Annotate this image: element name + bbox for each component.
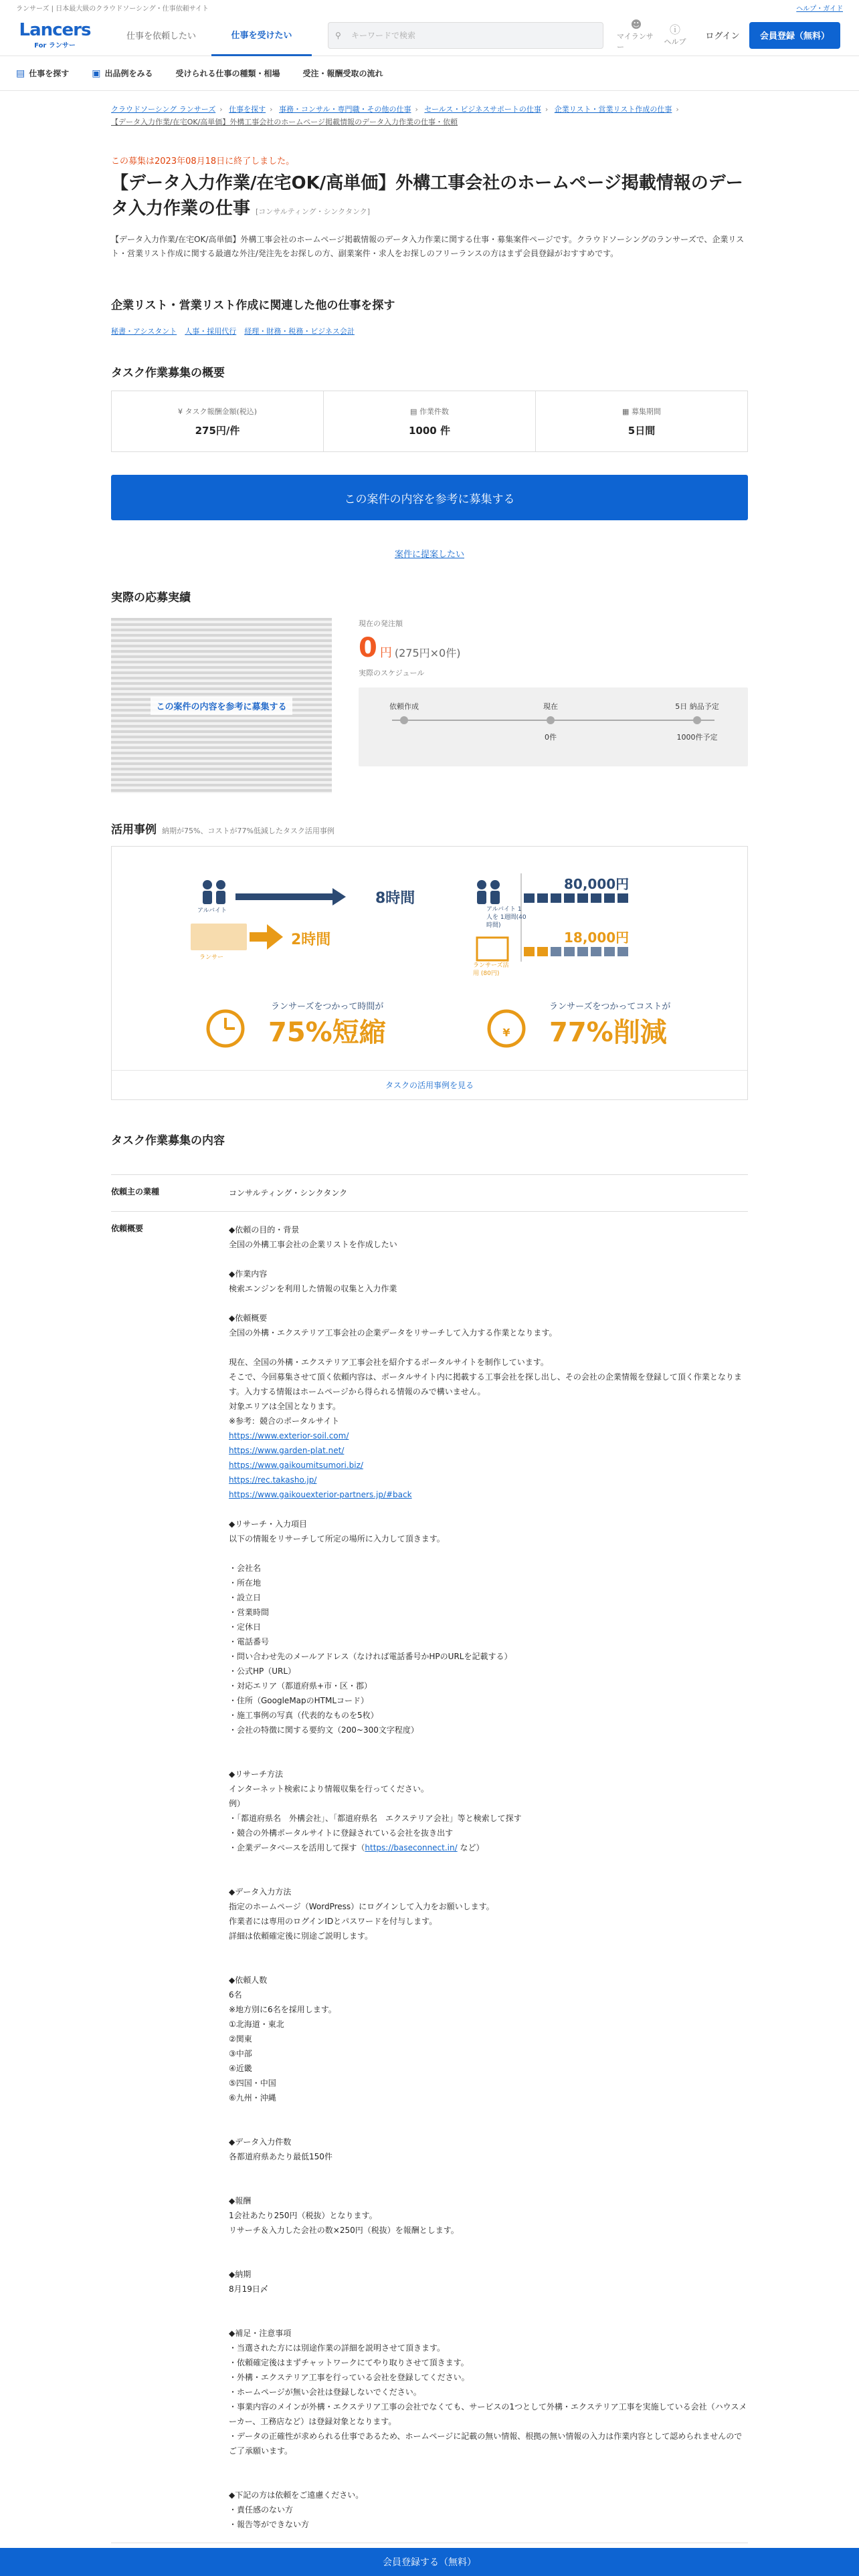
lancer-cost-label: ランサーズ活用 (80円) [473,962,509,977]
schedule-timeline: 依頼作成 現在 5日 納品予定 0件 1000件予定 [359,687,748,766]
table-row [111,1175,748,1212]
summary-label: タスク報酬金額(税込) [185,407,258,416]
baito-cost-label: アルバイト 1人を 1週間(40時間) [486,906,527,929]
shop-icon: ▣ [92,68,101,79]
client-industry-label: 依頼主の業種 [111,1187,160,1196]
overview-line: 8月19日〆 [229,2284,268,2294]
breadcrumb: クラウドソーシング ランサーズ › 仕事を探す › 事務・コンサル・専門職・その他の仕事 › セールス・ビジネスサポートの仕事 › 企業リスト・営業リスト作成の仕事 › 【データ入力作業/在宅OK/高単価】外構工事会社のホームページ掲載情報のデータ入力作業の仕事・依頼 [111,105,679,126]
search-icon: ⚲ [335,30,341,40]
overview-line: ・定休日 [229,1622,262,1632]
tab-work[interactable]: 仕事を受けたい [211,15,312,56]
time-after: 2時間 [291,932,331,948]
help-button[interactable]: ⓘ ヘルプ [664,23,686,46]
overview-line: ◆報酬 [229,2196,252,2206]
summary-value: 5日間 [628,424,656,437]
tab-hire[interactable]: 仕事を依頼したい [126,31,196,41]
overview-line [229,1870,748,1885]
table-row [111,1212,748,2543]
top-strip [0,0,859,15]
overview-line: 1会社あたり250円（税抜）となります。 [229,2211,377,2220]
overview-line: ・住所（GoogleMapのHTMLコード） [229,1696,369,1705]
reference-link[interactable]: https://www.gaikoumitsumori.biz/ [229,1461,363,1470]
lancer-label: ランサー [199,954,224,961]
time-sub: ランサーズをつかって時間が [271,1002,384,1012]
breadcrumb-item[interactable]: 事務・コンサル・専門職・その他の仕事 [279,105,411,114]
overview-line [229,1737,748,1752]
overview-line: ◆依頼人数 [229,1975,268,1985]
overview-line: ・所在地 [229,1578,262,1588]
breadcrumb-item[interactable]: セールス・ビジネスサポートの仕事 [424,105,541,114]
register-button[interactable]: 会員登録（無料） [749,22,840,49]
summary-label: 作業件数 [419,407,449,416]
yen-icon: ¥ [502,1026,510,1039]
summary-heading: タスク作業募集の概要 [111,366,225,380]
reference-link[interactable]: https://rec.takasho.jp/ [229,1475,317,1485]
overview-line: ※地方別に6名を採用します。 [229,2005,337,2014]
mylancer-button[interactable]: ☻ マイランサー [617,17,654,51]
overview-line [229,2458,748,2473]
overview-line [229,1943,748,1958]
sticky-register-button[interactable]: 会員登録する（無料） [0,2548,859,2576]
global-header [0,15,859,56]
overview-line: ◆リサーチ方法 [229,1769,283,1779]
overview-line: 6名 [229,1990,242,2000]
overview-line: ・事業内容のメインが外構・エクステリア工事の会社でなくても、サービスの1つとして外構・エクステリア工事を実施している会社（ハウスメーカー、工務店など）は登録対象となります。 [229,2402,747,2426]
overview-line [229,2105,748,2120]
overview-line: ⑤四国・中国 [229,2078,276,2088]
overview-line [229,2473,748,2488]
intro-text: 【データ入力作業/在宅OK/高単価】外構工事会社のホームページ掲載情報のデータ入力作業に関する仕事・募集案件ページです。クラウドソーシングのランサーズで、企業リスト・営業リスト作成に関する最適な外注/発注先をお探しの方、副業案件・求人をお探しのフリーランスの方はまず会員登録がおすすめです。 [111,235,745,258]
overview-line: ①北海道・東北 [229,2020,284,2029]
subnav-item-job-types[interactable]: 受けられる仕事の種類・相場 [175,69,280,78]
cost-before: 80,000円 [564,876,630,892]
schedule-label: 実際のスケジュール [359,669,425,677]
search-input[interactable]: ⚲ キーワードで検索 [328,22,603,49]
login-button[interactable]: ログイン [705,31,740,41]
summary-value: 1000 件 [409,424,450,437]
time-before: 8時間 [375,890,415,907]
overview-line: 詳細は依頼確定後に別途ご説明します。 [229,1931,373,1941]
overview-line: ◆リサーチ・入力項目 [229,1519,307,1529]
overview-line: ◆データ入力方法 [229,1887,292,1897]
overview-line: ・当選された方には別途作業の詳細を説明させて頂きます。 [229,2343,446,2353]
reference-link[interactable]: https://www.gaikouexterior-partners.jp/#back [229,1490,412,1499]
overview-line: ・データの正確性が求められる仕事であるため、ホームページに記載の無い情報、根拠の無い情報の入力は作業内容として認められませんのでご了承願います。 [229,2432,743,2456]
overview-line: リサーチ＆入力した会社の数×250円（税抜）を報酬とします。 [229,2226,459,2235]
related-link[interactable]: 人事・採用代行 [185,327,237,336]
cases-heading: 活用事例 納期が75%、コストが77%低減したタスク活用事例 [111,823,335,837]
breadcrumb-item[interactable]: 仕事を探す [229,105,266,114]
user-icon: ☻ [630,17,642,31]
overview-line: ◆データ入力件数 [229,2137,292,2147]
calendar-icon: ▦ [622,407,632,416]
baseconnect-link[interactable]: https://baseconnect.in/ [365,1843,458,1852]
reference-link[interactable]: https://www.exterior-soil.com/ [229,1431,349,1440]
overview-label: 依頼概要 [111,1224,144,1233]
apply-similar-button[interactable]: この案件の内容を参考に募集する [111,475,748,520]
overview-line [229,1958,748,1973]
related-links [111,326,748,336]
overview-line [229,2120,748,2135]
breadcrumb-item[interactable]: クラウドソーシング ランサーズ [111,105,216,114]
site-tagline: ランサーズ | 日本最大級のクラウドソーシング・仕事依頼サイト [16,5,209,13]
subnav-item-examples[interactable]: ▣ 出品例をみる [92,68,153,79]
question-icon: ⓘ [669,23,680,36]
overview-line: ・対応エリア（都道府県+市・区・郡） [229,1681,373,1691]
overview-line [229,2164,748,2179]
cost-after: 18,000円 [564,930,630,946]
breadcrumb-item[interactable]: 企業リスト・営業リスト作成の仕事 [554,105,672,114]
overview-line [229,2252,748,2267]
summary-box [111,391,748,452]
overview-line: 例） [229,1799,246,1808]
case-study-box [111,846,748,1100]
overview-line: ・問い合わせ先のメールアドレス（なければ電話番号かHPのURLを記載する） [229,1652,512,1661]
document-search-icon: ▤ [16,68,25,79]
related-heading: 企業リスト・営業リスト作成に関連した他の仕事を探す [111,299,395,312]
results-section: この案件の内容を参考に募集する 現在の発注額 0 円 (275円×0件) 実際のスケジュール 依頼作成 現在 5日 納品予定 0件 1000件予定 [111,618,748,793]
overview-line: ・会社の特徴に関する要約文（200~300文字程度） [229,1725,419,1735]
overview-line: ・公式HP（URL） [229,1667,296,1676]
overview-line: インターネット検索により情報収集を行ってください。 [229,1784,429,1794]
sub-navigation [0,56,859,91]
overview-line: ・設立日 [229,1593,262,1602]
overview-line [229,2311,748,2326]
overview-line: ◆補足・注意事項 [229,2329,292,2338]
baito-label: アルバイト [197,907,227,914]
related-link[interactable]: 秘書・アシスタント [111,327,177,336]
overview-line [229,1502,748,1517]
breadcrumb-current: 【データ入力作業/在宅OK/高単価】外構工事会社のホームページ掲載情報のデータ入力作業の仕事・依頼 [111,118,458,126]
subnav-item-flow[interactable]: 受注・報酬受取の流れ [302,69,383,78]
overview-body: ◆依頼の目的・背景 全国の外構工事会社の企業リストを作成したい ◆作業内容 検索エンジンを利用した情報の収集と入力作業 ◆依頼概要 全国の外構・エクステリア工事会社の企業データをリサーチして入力する作業となります。 現在、全国の外構・エクステリア工事会社を紹介するポータルサイトを制作しています。 そこで、今回募集させて頂く依頼内容は、ポータルサイト内に掲載する工事会社を探し出し、その会社の企業情報を登録して頂く作業となります。入力する情報はホームページから得られる情報のみで構いません。 対象エリアは全国となります。 ※参考：競合のポータルサイト https://www.exterior-soil.com/ https://www.garden-plat.net/ https://www.gaikoumitsumori.biz/ https://rec.takasho.jp/ https://www.gaikouexterior-partners.jp/#back ◆リサーチ・入力項目 以下の情報をリサーチして所定の場所に入力して頂きます。 ・会社名 ・所在地 ・設立日 ・営業時間 ・定休日 ・電話番号 ・問い合わせ先のメールアドレス（なければ電話番号かHPのURLを記載する） ・公式HP（URL） ・対応エリア（都道府県+市・区・郡） ・住所（GoogleMapのHTMLコード） ・施工事例の写真（代表的なものを5枚） ・会社の特徴に関する要約文（200~300文字程度） ◆リサーチ方法 インターネット検索により情報収集を行ってください。 例） ・「都道府県名 外構会社」、「都道府県名 エクステリア会社」等と検索して探す ・競合の外構ポータルサイトに登録されている会社を抜き出す ・企業データベースを活用して探す（https://baseconnect.in/ など） ◆データ入力方法 指定のホームページ（WordPress）にログインして入力をお願いします。 作業者には専用のログインIDとパスワードを付与します。 詳細は依頼確定後に別途ご説明します。 ◆依頼人数 6名 ※地方別に6名を採用します。 ①北海道・東北 ②関東 ③中部 ④近畿 ⑤四国・中国 ⑥九州・沖縄 ◆データ入力件数 各都道府県あたり最低150件 ◆報酬 1会社あたり250円（税抜）となります。 リサーチ＆入力した会社の数×250円（税抜）を報酬とします。 ◆納期 8月19日〆 ◆補足・注意事項 ・当選された方には別途作業の詳細を説明させて頂きます。 ・依頼確定後はまずチャットワークにてやり取りさせて頂きます。 ・外構・エクステリア工事を行っている会社を登録してください。 ・ホームページが無い会社は登録しないでください。 ・事業内容のメインが外構・エクステリア工事の会社でなくても、サービスの1つとして外構・エクステリア工事を実施している会社（ハウスメーカー、工務店など）は登録対象となります。 ・データの正確性が求められる仕事であるため、ホームページに記載の無い情報、根拠の無い情報の入力は作業内容として認められませんのでご了承願います。 ◆下記の方は依頼をご遠慮ください。 ・責任感のない方 ・報告等ができない方 [229,1212,748,2543]
lancers-logo[interactable]: Lancers For ランサー [19,20,91,49]
closed-notice: この募集は2023年08月18日に終了しました。 [111,156,295,167]
overview-line [229,1546,748,1561]
overview-line: ⑥九州・沖縄 [229,2093,276,2103]
overview-line: 作業者には専用のログインIDとパスワードを付与します。 [229,1917,438,1926]
industry-tag: [コンサルティング・シンクタンク] [256,207,371,216]
page-title: 【データ入力作業/在宅OK/高単価】外構工事会社のホームページ掲載情報のデータ入力作業の仕事 [コンサルティング・シンクタンク] [111,173,743,219]
overview-line: ・競合の外構ポータルサイトに登録されている会社を抜き出す [229,1828,454,1838]
overview-line: ・施工事例の写真（代表的なものを5枚） [229,1711,379,1720]
yen-icon: ¥ [177,407,185,416]
cost-sub: ランサーズをつかってコストが [549,1002,671,1012]
overview-line: ・外構・エクステリア工事を行っている会社を登録してください。 [229,2373,470,2382]
overview-line: 各都道府県あたり最低150件 [229,2152,332,2161]
cost-reduction: 77%削減 [549,1017,667,1048]
overview-line [229,2238,748,2252]
summary-value: 275円/件 [195,424,240,437]
overview-line: ・依頼確定後はまずチャットワークにてやり取りさせて頂きます。 [229,2358,469,2367]
overview-line: ・責任感のない方 [229,2505,294,2514]
overview-line: 指定のホームページ（WordPress）にログインして入力をお願いします。 [229,1902,494,1911]
client-industry-value: コンサルティング・シンクタンク [229,1188,348,1198]
case-study-link[interactable]: タスクの活用事例を見る [385,1081,474,1090]
overview-line: ・報告等ができない方 [229,2520,310,2529]
overview-line: ・営業時間 [229,1608,270,1617]
overview-line: ・「都道府県名 外構会社」、「都道府県名 エクステリア会社」等と検索して探す [229,1814,522,1823]
overview-line: ②関東 [229,2034,252,2044]
order-amount: 0 [359,633,377,663]
overview-line [229,1752,748,1767]
order-detail: (275円×0件) [394,647,461,659]
time-reduction: 75%短縮 [268,1017,386,1048]
overview-line: ④近畿 [229,2064,252,2073]
summary-label: 募集期間 [631,407,661,416]
reference-link[interactable]: https://www.garden-plat.net/ [229,1446,345,1455]
overview-line: ・電話番号 [229,1637,270,1646]
subnav-item-find-work[interactable]: ▤ 仕事を探す [16,68,70,79]
document-icon: ▤ [410,407,419,416]
overview-line: 以下の情報をリサーチして所定の場所に入力して頂きます。 [229,1534,445,1543]
overview-line [229,2296,748,2311]
overview-line: ③中部 [229,2049,252,2058]
related-link[interactable]: 経理・財務・税務・ビジネス会計 [244,327,355,336]
order-label: 現在の発注額 [359,619,403,628]
overview-line: ◆納期 [229,2270,252,2279]
detail-heading: タスク作業募集の内容 [111,1134,225,1148]
help-guide-link[interactable]: ヘルプ・ガイド [796,5,843,13]
overview-line [229,1855,748,1870]
detail-table [111,1174,748,2543]
overview-line: ・ホームページが無い会社は登録しないでください。 [229,2387,421,2397]
overview-line: ◆下記の方は依頼をご遠慮ください。 [229,2490,364,2500]
results-heading: 実際の応募実績 [111,591,191,605]
overview-line: ・会社名 [229,1564,262,1573]
overview-line [229,2179,748,2193]
propose-link[interactable]: 案件に提案したい [394,550,464,560]
blurred-preview[interactable]: この案件の内容を参考に募集する [111,618,332,793]
